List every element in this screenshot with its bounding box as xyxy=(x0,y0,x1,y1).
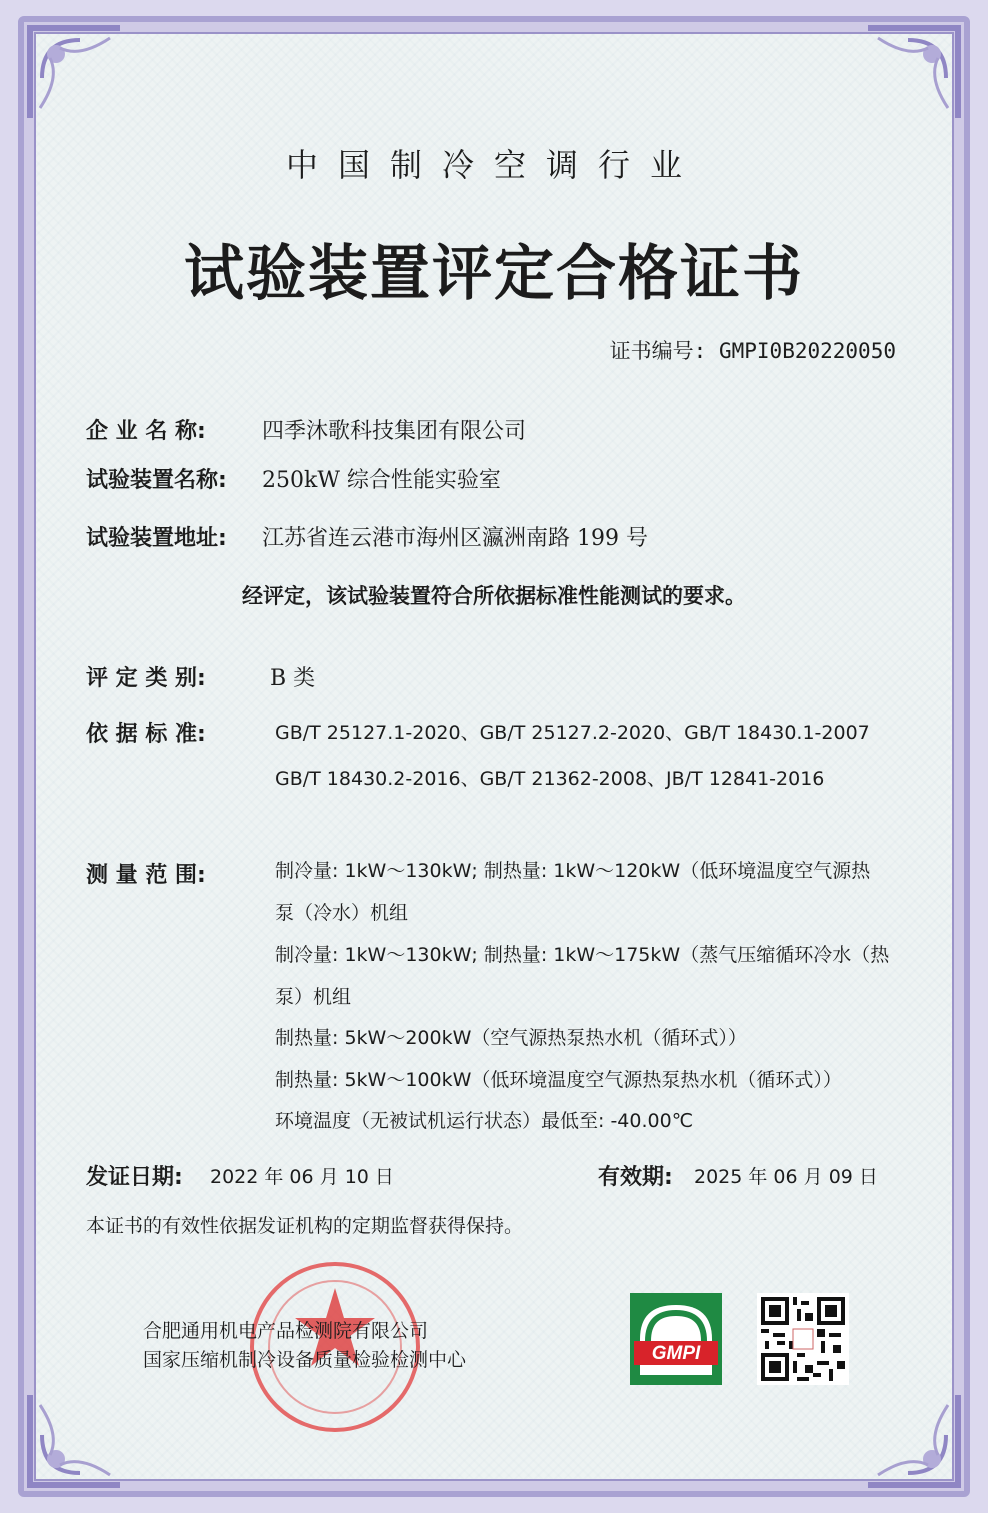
corner-ornament-icon xyxy=(858,18,968,128)
device-name-label: 试验装置名称: xyxy=(86,468,227,493)
range-line: 制热量: 5kW～200kW（空气源热泵热水机（循环式）） xyxy=(275,1027,747,1049)
device-address-value: 江苏省连云港市海州区瀛洲南路 199 号 xyxy=(262,526,648,551)
industry-heading: 中国制冷空调行业 xyxy=(285,146,702,184)
company-value: 四季沐歌科技集团有限公司 xyxy=(262,419,527,444)
category-value: B 类 xyxy=(270,666,316,691)
device-address-label: 试验装置地址: xyxy=(86,526,227,551)
company-label: 企 业 名 称: xyxy=(86,419,206,444)
conformity-statement: 经评定，该试验装置符合所依据标准性能测试的要求。 xyxy=(242,583,746,608)
issuer-line: 合肥通用机电产品检测院有限公司 xyxy=(143,1320,429,1342)
issuer-line: 国家压缩机制冷设备质量检验检测中心 xyxy=(143,1349,467,1371)
standards-line: GB/T 18430.2-2016、GB/T 21362-2008、JB/T 12841-2016 xyxy=(275,768,825,790)
gmpi-logo-icon xyxy=(630,1293,722,1385)
range-line: 环境温度（无被试机运行状态）最低至: -40.00℃ xyxy=(275,1110,694,1132)
validity-note: 本证书的有效性依据发证机构的定期监督获得保持。 xyxy=(86,1215,524,1237)
corner-ornament-icon xyxy=(20,18,130,128)
corner-ornament-icon xyxy=(20,1385,130,1495)
issue-date-label: 发证日期: xyxy=(86,1165,183,1190)
gmpi-logo-text: GMPI xyxy=(651,1343,701,1364)
certificate-number xyxy=(610,335,896,365)
valid-until-label: 有效期: xyxy=(598,1165,673,1190)
range-line: 泵（冷水）机组 xyxy=(275,902,409,924)
range-line: 制热量: 5kW～100kW（低环境温度空气源热泵热水机（循环式）） xyxy=(275,1069,842,1091)
standards-line: GB/T 25127.1-2020、GB/T 25127.2-2020、GB/T 18430.1-2007 xyxy=(275,722,870,744)
range-line: 制冷量: 1kW～130kW; 制热量: 1kW～175kW（蒸气压缩循环冷水（热 xyxy=(275,944,890,966)
qr-code-icon[interactable] xyxy=(757,1293,849,1385)
range-label: 测 量 范 围: xyxy=(86,863,206,888)
cert-no-label: 证书编号: xyxy=(609,339,707,363)
range-line: 制冷量: 1kW～130kW; 制热量: 1kW～120kW（低环境温度空气源热 xyxy=(275,860,871,882)
standards-label: 依 据 标 准: xyxy=(86,722,206,747)
device-name-value: 250kW 综合性能实验室 xyxy=(262,468,501,493)
category-label: 评 定 类 别: xyxy=(86,666,206,691)
certificate-title: 试验装置评定合格证书 xyxy=(184,239,804,309)
issue-date-value: 2022 年 06 月 10 日 xyxy=(210,1166,394,1188)
range-line: 泵）机组 xyxy=(275,986,352,1008)
corner-ornament-icon xyxy=(858,1385,968,1495)
cert-no-value: GMPI0B20220050 xyxy=(718,339,896,363)
valid-until-value: 2025 年 06 月 09 日 xyxy=(694,1166,878,1188)
